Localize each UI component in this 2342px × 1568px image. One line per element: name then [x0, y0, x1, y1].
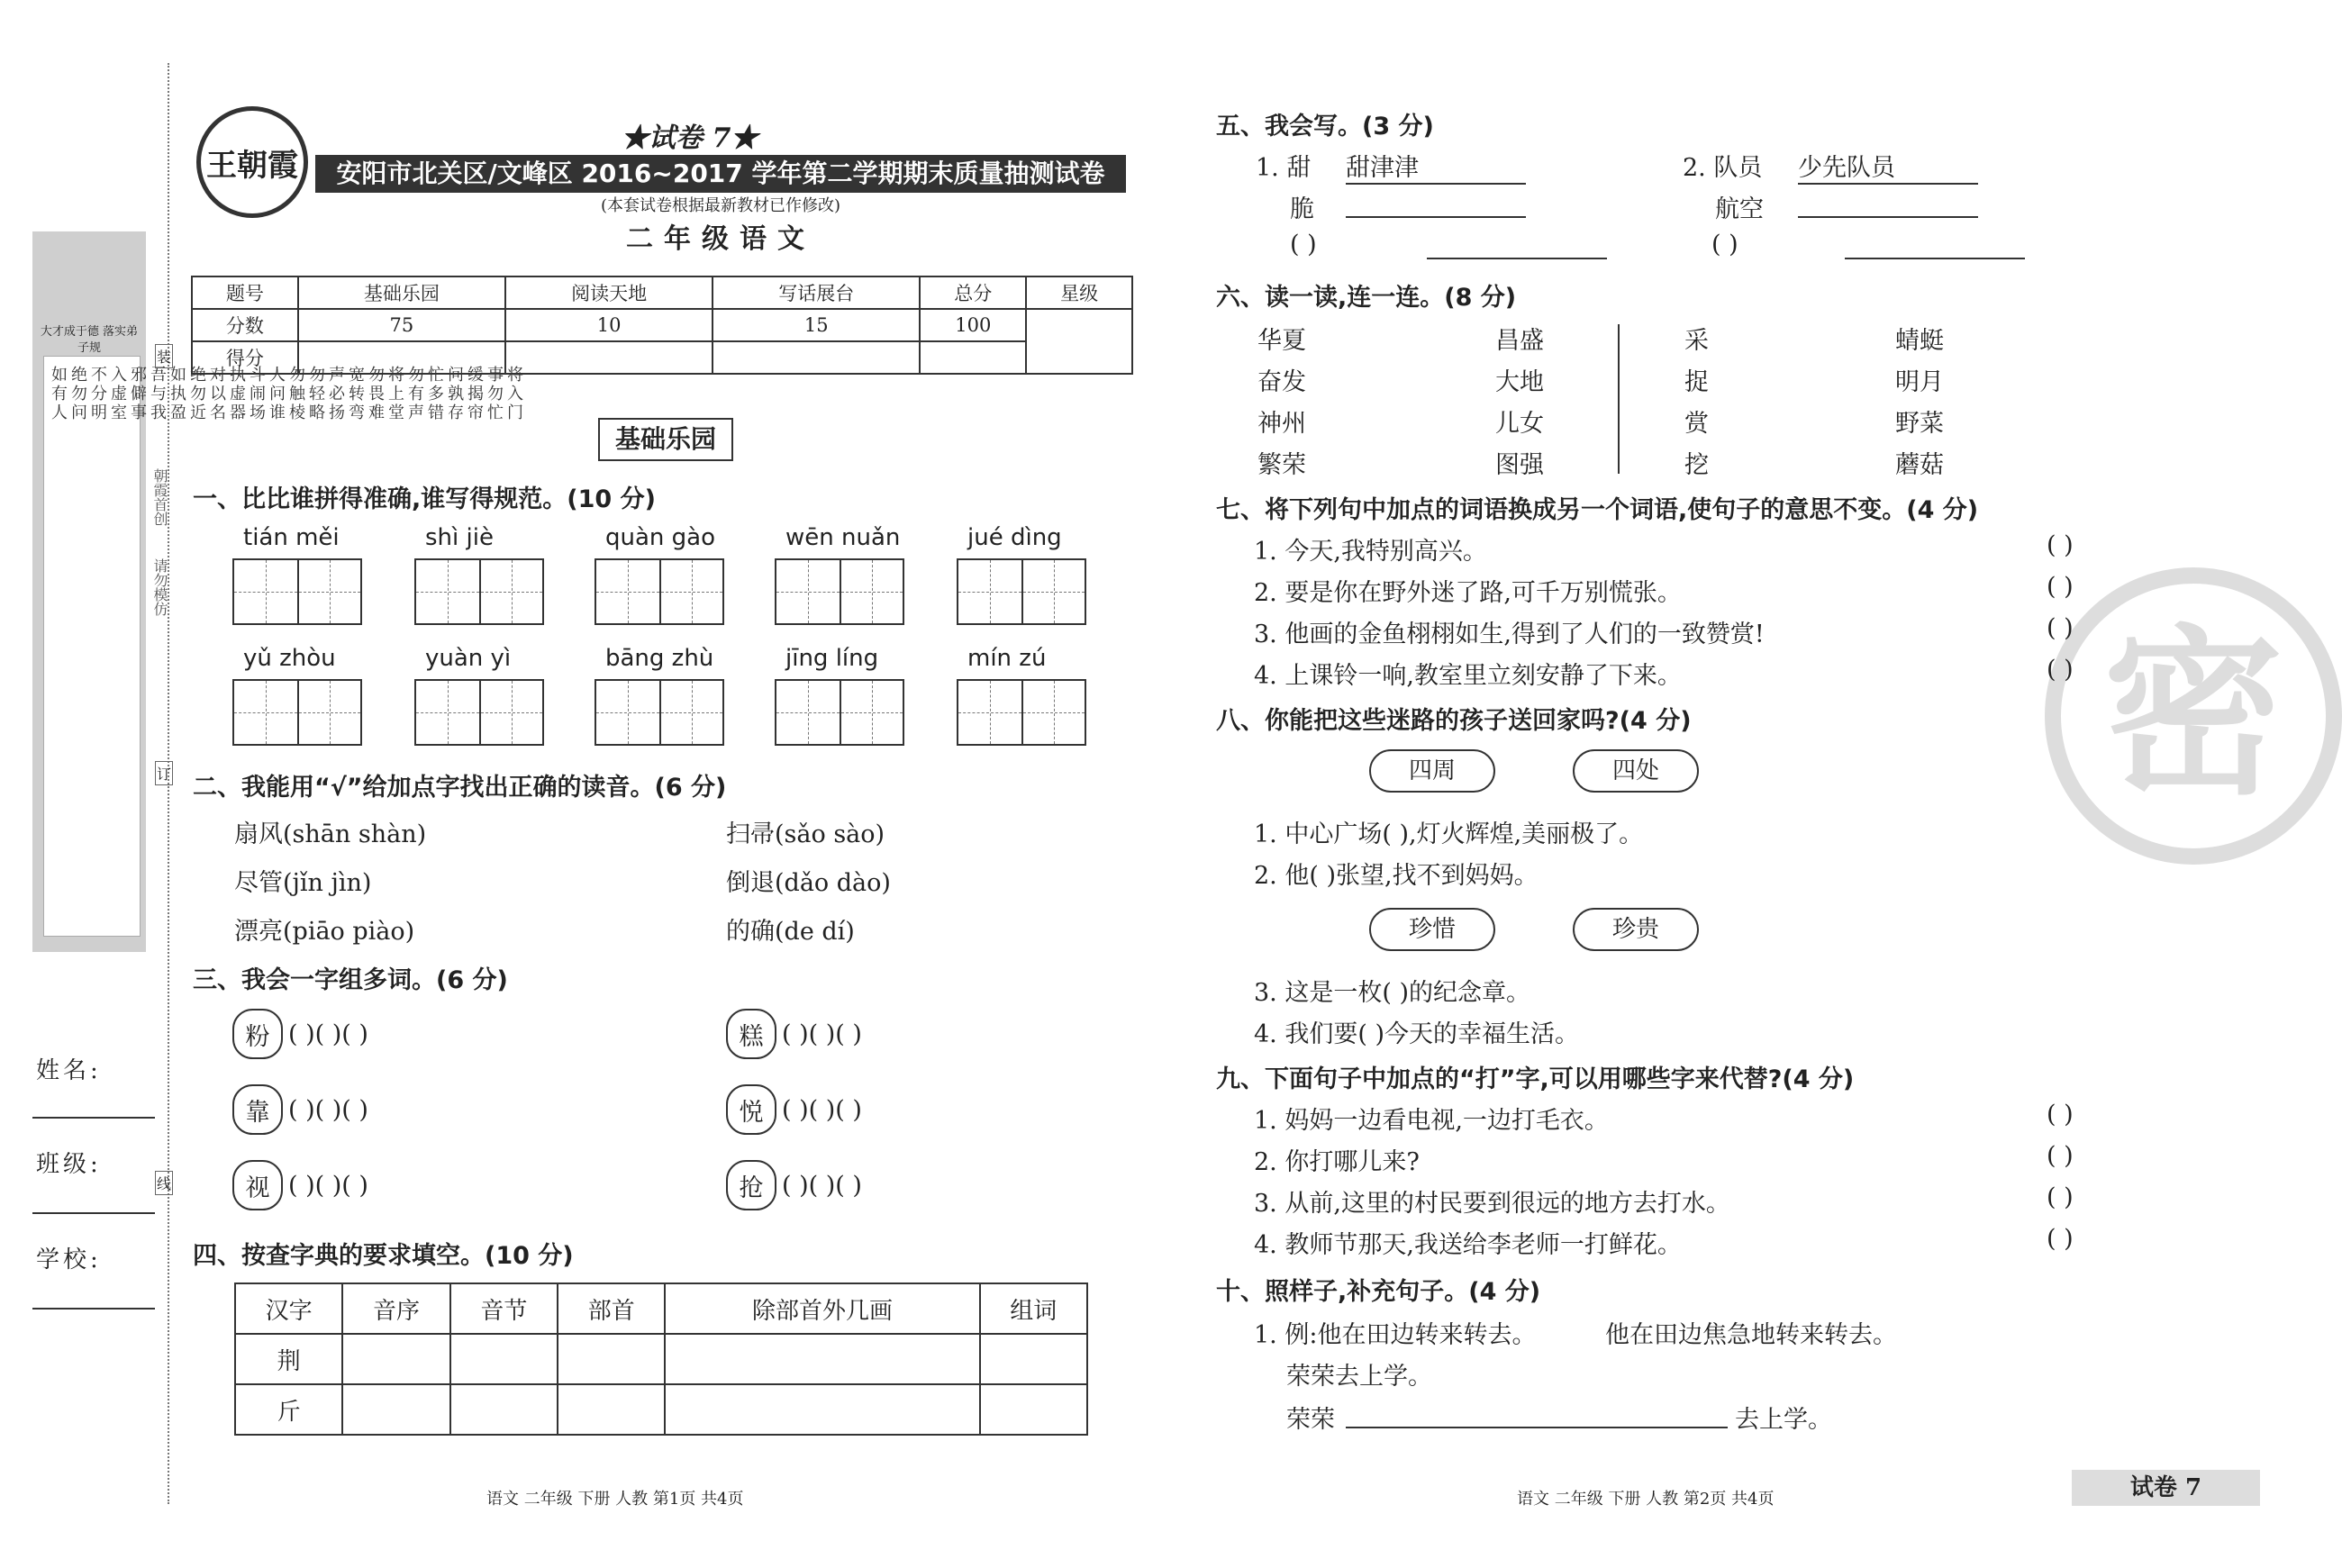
match-word[interactable]: 捉	[1684, 368, 1709, 396]
q2-item[interactable]: 扫帚(sǎo sào)	[726, 820, 885, 848]
grid-cell[interactable]	[596, 560, 659, 623]
seal-zhuang: 装	[155, 344, 173, 368]
match-word[interactable]: 昌盛	[1495, 327, 1544, 355]
th: 写话展台	[713, 276, 920, 309]
q5-label: 脆	[1290, 195, 1314, 223]
q5-paren[interactable]: ( )	[1290, 231, 1317, 258]
match-word[interactable]: 赏	[1684, 410, 1709, 438]
match-word[interactable]: 神州	[1257, 410, 1306, 438]
match-word[interactable]: 大地	[1495, 368, 1544, 396]
pinyin: jīng líng	[785, 645, 879, 672]
grid-cell[interactable]	[234, 560, 297, 623]
score-cell[interactable]	[713, 341, 920, 374]
blanks[interactable]: ( )( )( )	[782, 1171, 862, 1200]
dict-header: 汉字	[235, 1283, 342, 1334]
grid-cell[interactable]	[297, 681, 360, 744]
word-pill[interactable]: 四周	[1369, 749, 1495, 793]
q2-item[interactable]: 尽管(jǐn jìn)	[234, 869, 372, 897]
grid-cell[interactable]	[659, 560, 722, 623]
side-verse: 缓揭帘	[465, 366, 484, 422]
th: 星级	[1026, 276, 1132, 309]
q7-title: 七、将下列句中加点的词语换成另一个词语,使句子的意思不变。(4 分)	[1216, 496, 1979, 524]
q2-title: 二、我能用“√”给加点字找出正确的读音。(6 分)	[193, 774, 727, 802]
dict-header: 组词	[980, 1283, 1087, 1334]
grid-cell[interactable]	[1021, 681, 1085, 744]
q2-item[interactable]: 漂亮(piāo piào)	[234, 918, 415, 946]
q5-label: 1. 甜	[1256, 154, 1312, 182]
dict-cell[interactable]	[665, 1384, 979, 1435]
side-verse: 勿有声	[405, 366, 424, 422]
q5-label: 航空	[1715, 195, 1764, 223]
corner-badge: 试卷 7	[2072, 1470, 2260, 1506]
grid-cell[interactable]	[840, 560, 903, 623]
class-line[interactable]	[32, 1212, 155, 1214]
match-word[interactable]: 蜻蜓	[1895, 327, 1944, 355]
seal-ding: 订	[155, 761, 173, 785]
school-label: 学校:	[36, 1246, 102, 1273]
char-flower: 视	[232, 1160, 283, 1210]
td: 分数	[192, 309, 298, 341]
char-flower: 靠	[232, 1084, 283, 1135]
dict-header: 音序	[342, 1283, 449, 1334]
section-title: 基础乐园	[598, 418, 733, 461]
side-verse: 入虚室	[108, 366, 127, 422]
q8-item[interactable]: 3. 这是一枚( )的纪念章。	[1254, 979, 1530, 1007]
q9-item: 4. 教师节那天,我送给李老师一打鲜花。	[1254, 1231, 1682, 1259]
char-flower: 糕	[726, 1009, 776, 1059]
q8-item[interactable]: 4. 我们要( )今天的幸福生活。	[1254, 1020, 1579, 1048]
side-verse: 如执盈	[168, 366, 186, 422]
pinyin: yǔ zhòu	[243, 645, 336, 672]
grid-cell[interactable]	[958, 560, 1021, 623]
blanks[interactable]: ( )( )( )	[288, 1095, 368, 1124]
word-pill[interactable]: 四处	[1573, 749, 1699, 793]
q5-blank[interactable]	[1798, 216, 1978, 218]
grid-cell[interactable]	[234, 681, 297, 744]
td: 10	[505, 309, 713, 341]
side-verse: 将入门	[504, 366, 523, 422]
grid-cell[interactable]	[416, 560, 479, 623]
side-verse: 宽转弯	[346, 366, 365, 422]
q3-title: 三、我会一字组多词。(6 分)	[193, 966, 508, 994]
match-word[interactable]: 奋发	[1257, 368, 1306, 396]
q5-blank[interactable]	[1346, 216, 1526, 218]
q10-title: 十、照样子,补充句子。(4 分)	[1216, 1278, 1541, 1306]
q10-example-answer: 他在田边焦急地转来转去。	[1605, 1321, 1897, 1349]
q9-answer[interactable]: ( )	[2047, 1225, 2074, 1253]
dict-cell[interactable]	[342, 1384, 449, 1435]
score-cell[interactable]	[505, 341, 713, 374]
class-label: 班级:	[36, 1151, 102, 1178]
dict-cell[interactable]	[558, 1334, 665, 1384]
side-verse: 声必扬	[326, 366, 345, 422]
side-verse: 事勿忙	[485, 366, 504, 422]
q5-blank[interactable]	[1427, 258, 1607, 259]
side-verse: 勿轻略	[306, 366, 325, 422]
side-verse: 对以名	[207, 366, 226, 422]
td: 得分	[192, 341, 298, 374]
pinyin: wēn nuǎn	[785, 524, 901, 551]
pinyin: tián měi	[243, 524, 340, 551]
dict-cell[interactable]	[980, 1334, 1087, 1384]
q10-sentence-end: 去上学。	[1735, 1406, 1832, 1434]
th: 题号	[192, 276, 298, 309]
q7-item: 2. 要是你在野外迷了路,可千万别慌张。	[1254, 579, 1682, 607]
q5-answer[interactable]: 少先队员	[1798, 148, 1978, 185]
match-word[interactable]: 华夏	[1257, 327, 1306, 355]
q5-blank[interactable]	[1845, 258, 2025, 259]
side-verse: 斗闹场	[247, 366, 266, 422]
side-verse: 忙多错	[425, 366, 444, 422]
pinyin: quàn gào	[605, 524, 716, 551]
dict-header: 除部首外几画	[665, 1283, 979, 1334]
q9-title: 九、下面句子中加点的“打”字,可以用哪些字来代替?(4 分)	[1216, 1065, 1855, 1093]
match-word[interactable]: 蘑菇	[1895, 451, 1944, 479]
name-line[interactable]	[32, 1117, 155, 1119]
q9-item: 2. 你打哪儿来?	[1254, 1148, 1420, 1176]
q7-answer[interactable]: ( )	[2047, 573, 2074, 601]
q2-item[interactable]: 扇风(shān shàn)	[234, 820, 427, 848]
char-flower: 抢	[726, 1160, 776, 1210]
match-word[interactable]: 挖	[1684, 451, 1709, 479]
match-word[interactable]: 儿女	[1495, 410, 1544, 438]
dict-cell[interactable]	[450, 1334, 558, 1384]
grid-cell[interactable]	[1021, 560, 1085, 623]
side-verse: 绝勿问	[68, 366, 87, 422]
exam-subtitle: (本套试卷根据最新教材已作修改)	[600, 196, 841, 215]
dict-header: 音节	[450, 1283, 558, 1334]
q9-answer[interactable]: ( )	[2047, 1142, 2074, 1170]
q6-divider	[1618, 324, 1620, 474]
grade-subject: 二年级语文	[626, 223, 815, 255]
q7-item: 1. 今天,我特别高兴。	[1254, 538, 1487, 566]
q7-answer[interactable]: ( )	[2047, 614, 2074, 642]
side-text-2: 请勿模仿	[151, 558, 168, 616]
word-pill[interactable]: 珍惜	[1369, 908, 1495, 951]
q5-title: 五、我会写。(3 分)	[1216, 113, 1434, 140]
q5-answer[interactable]: 甜津津	[1346, 148, 1526, 185]
grid-cell[interactable]	[840, 681, 903, 744]
pinyin: jué dìng	[967, 524, 1062, 551]
secret-stamp: 密	[2045, 567, 2342, 865]
q10-example: 1. 例:他在田边转来转去。	[1254, 1321, 1537, 1349]
q4-title: 四、按查字典的要求填空。(10 分)	[193, 1242, 574, 1270]
q8-item[interactable]: 1. 中心广场( ),灯火辉煌,美丽极了。	[1254, 820, 1644, 848]
side-verse: 绝勿近	[187, 366, 206, 422]
side-verse: 勿畏难	[366, 366, 385, 422]
word-group	[232, 1084, 368, 1135]
blanks[interactable]: ( )( )( )	[288, 1171, 368, 1200]
grid-cell[interactable]	[776, 560, 840, 623]
writing-grid[interactable]	[232, 558, 362, 625]
dict-cell[interactable]	[665, 1334, 979, 1384]
footer-left: 语文 二年级 下册 人教 第1页 共4页	[486, 1490, 744, 1509]
th: 基础乐园	[298, 276, 505, 309]
side-verse: 勿触棱	[286, 366, 305, 422]
q8-item[interactable]: 2. 他( )张望,找不到妈妈。	[1254, 862, 1539, 890]
paper-number: ★试卷 7★	[622, 122, 758, 154]
writing-grid[interactable]	[957, 679, 1086, 746]
dict-char: 斤	[235, 1384, 342, 1435]
writing-grid[interactable]	[595, 679, 724, 746]
side-verse: 吾与我	[148, 366, 167, 422]
dict-cell[interactable]	[450, 1384, 558, 1435]
side-verse: 不分明	[88, 366, 107, 422]
blanks[interactable]: ( )( )( )	[782, 1020, 862, 1048]
side-verse: 人问谁	[267, 366, 286, 422]
word-group	[726, 1009, 862, 1059]
q5-label: 2. 队员	[1683, 154, 1763, 182]
blanks[interactable]: ( )( )( )	[782, 1095, 862, 1124]
grid-cell[interactable]	[479, 681, 542, 744]
side-verse: 将上堂	[386, 366, 404, 422]
score-cell[interactable]	[298, 341, 505, 374]
writing-grid[interactable]	[595, 558, 724, 625]
writing-grid[interactable]	[957, 558, 1086, 625]
grid-cell[interactable]	[416, 681, 479, 744]
match-word[interactable]: 图强	[1495, 451, 1544, 479]
star-cell[interactable]	[1026, 309, 1132, 374]
score-cell[interactable]	[920, 341, 1026, 374]
grid-cell[interactable]	[297, 560, 360, 623]
writing-grid[interactable]	[775, 558, 904, 625]
motto: 大才成于德 落实弟子规	[40, 325, 139, 355]
writing-grid[interactable]	[232, 679, 362, 746]
q9-item: 3. 从前,这里的村民要到很远的地方去打水。	[1254, 1190, 1730, 1218]
side-verse: 邪僻事	[128, 366, 147, 422]
dict-cell[interactable]	[342, 1334, 449, 1384]
char-flower: 悦	[726, 1084, 776, 1135]
q7-answer[interactable]: ( )	[2047, 531, 2074, 559]
writing-grid[interactable]	[414, 679, 544, 746]
grid-cell[interactable]	[776, 681, 840, 744]
td: 100	[920, 309, 1026, 341]
side-verse: 问孰存	[445, 366, 464, 422]
grid-cell[interactable]	[479, 560, 542, 623]
q6-title: 六、读一读,连一连。(8 分)	[1216, 284, 1517, 312]
side-verse: 执虚器	[227, 366, 246, 422]
blanks[interactable]: ( )( )( )	[288, 1020, 368, 1048]
th: 总分	[920, 276, 1026, 309]
pinyin: yuàn yì	[425, 645, 512, 672]
side-verse: 如有人	[49, 366, 68, 422]
footer-right: 语文 二年级 下册 人教 第2页 共4页	[1517, 1490, 1775, 1509]
dict-char: 荆	[235, 1334, 342, 1384]
char-flower: 粉	[232, 1009, 283, 1059]
td: 15	[713, 309, 920, 341]
logo: 王朝霞	[196, 106, 308, 218]
dict-cell[interactable]	[558, 1384, 665, 1435]
pinyin: shì jiè	[425, 524, 494, 551]
word-group	[726, 1160, 862, 1210]
th: 阅读天地	[505, 276, 713, 309]
name-label: 姓名:	[36, 1057, 102, 1084]
pinyin: bāng zhù	[605, 645, 714, 672]
q7-item: 3. 他画的金鱼栩栩如生,得到了人们的一致赞赏!	[1254, 621, 1765, 648]
q1-title: 一、比比谁拼得准确,谁写得规范。(10 分)	[193, 485, 656, 513]
dictionary-table	[234, 1282, 1088, 1436]
match-word[interactable]: 繁荣	[1257, 451, 1306, 479]
writing-grid[interactable]	[414, 558, 544, 625]
exam-title: 安阳市北关区/文峰区 2016~2017 学年第二学期期末质量抽测试卷	[315, 155, 1126, 193]
word-group	[232, 1160, 368, 1210]
grid-cell[interactable]	[659, 681, 722, 744]
pinyin: mín zú	[967, 645, 1047, 672]
writing-grid[interactable]	[775, 679, 904, 746]
q7-answer[interactable]: ( )	[2047, 656, 2074, 684]
dict-cell[interactable]	[980, 1384, 1087, 1435]
seal-xian: 线	[155, 1171, 173, 1195]
q10-blank[interactable]	[1346, 1427, 1728, 1428]
q10-sentence-start: 荣荣	[1286, 1406, 1335, 1434]
score-table	[191, 276, 1133, 375]
dict-header: 部首	[558, 1283, 665, 1334]
match-word[interactable]: 野菜	[1895, 410, 1944, 438]
school-line[interactable]	[32, 1308, 155, 1310]
q9-item: 1. 妈妈一边看电视,一边打毛衣。	[1254, 1107, 1609, 1135]
word-pill[interactable]: 珍贵	[1573, 908, 1699, 951]
td: 75	[298, 309, 505, 341]
q9-answer[interactable]: ( )	[2047, 1101, 2074, 1128]
q7-item: 4. 上课铃一响,教室里立刻安静了下来。	[1254, 662, 1682, 690]
q2-item[interactable]: 倒退(dǎo dào)	[726, 869, 891, 897]
q5-paren[interactable]: ( )	[1711, 231, 1738, 258]
q9-answer[interactable]: ( )	[2047, 1183, 2074, 1211]
q2-item[interactable]: 的确(de dí)	[726, 918, 855, 946]
q10-sentence: 荣荣去上学。	[1286, 1363, 1432, 1391]
q8-title: 八、你能把这些迷路的孩子送回家吗?(4 分)	[1216, 707, 1692, 735]
grid-cell[interactable]	[596, 681, 659, 744]
word-group	[232, 1009, 368, 1059]
side-text-1: 朝霞首创	[151, 468, 168, 526]
match-word[interactable]: 采	[1684, 327, 1709, 355]
match-word[interactable]: 明月	[1895, 368, 1944, 396]
word-group	[726, 1084, 862, 1135]
grid-cell[interactable]	[958, 681, 1021, 744]
